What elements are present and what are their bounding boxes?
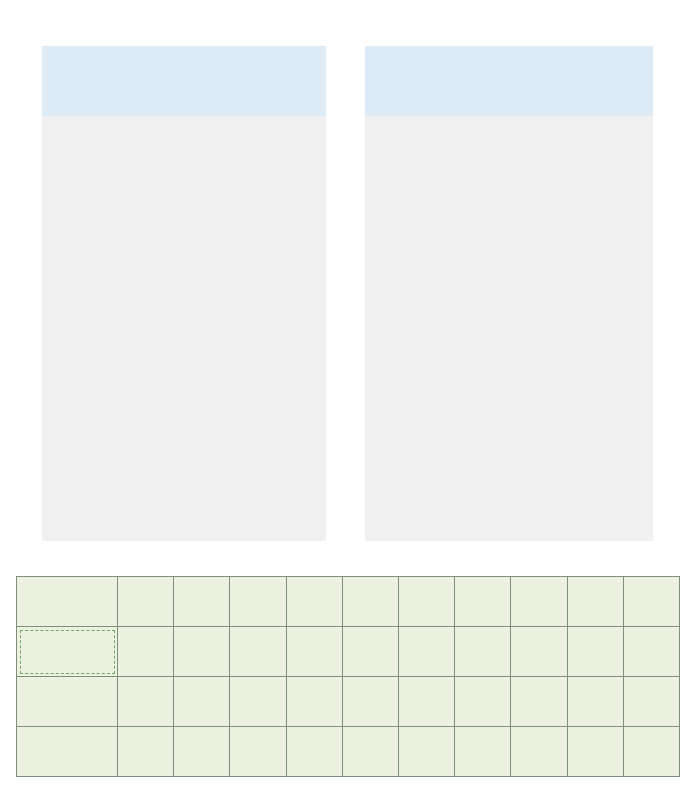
- size-cell: [286, 677, 342, 727]
- left-panel-header: [42, 46, 326, 116]
- value-cell: [455, 627, 511, 677]
- value-cell: [342, 727, 398, 777]
- value-cell: [118, 727, 174, 777]
- value-cell: [230, 627, 286, 677]
- size-cell: [118, 577, 174, 627]
- table-row: [17, 677, 680, 727]
- value-cell: [567, 727, 623, 777]
- size-cell: [455, 677, 511, 727]
- value-cell: [286, 627, 342, 677]
- value-cell: [511, 727, 567, 777]
- size-cell: [174, 577, 230, 627]
- value-cell: [455, 727, 511, 777]
- circle-label: [17, 727, 118, 777]
- value-cell: [623, 727, 679, 777]
- size-cell: [511, 677, 567, 727]
- table-row: [17, 627, 680, 677]
- size-cell: [567, 577, 623, 627]
- right-thread-panel: [365, 46, 653, 541]
- size-label: [17, 677, 118, 727]
- six-lobe-table: [16, 576, 680, 777]
- size-cell: [398, 677, 454, 727]
- value-cell: [342, 627, 398, 677]
- value-cell: [118, 627, 174, 677]
- table-row: [17, 577, 680, 627]
- value-cell: [398, 727, 454, 777]
- size-label: [17, 577, 118, 627]
- value-cell: [567, 627, 623, 677]
- size-cell: [511, 577, 567, 627]
- size-cell: [286, 577, 342, 627]
- size-cell: [230, 577, 286, 627]
- right-panel-header: [365, 46, 653, 116]
- value-cell: [174, 627, 230, 677]
- size-cell: [230, 677, 286, 727]
- size-cell: [118, 677, 174, 727]
- value-cell: [174, 727, 230, 777]
- circle-label: [17, 627, 118, 677]
- size-cell: [623, 577, 679, 627]
- value-cell: [623, 627, 679, 677]
- left-thread-panel: [42, 46, 326, 541]
- value-cell: [230, 727, 286, 777]
- size-cell: [342, 577, 398, 627]
- size-cell: [174, 677, 230, 727]
- value-cell: [511, 627, 567, 677]
- table-row: [17, 727, 680, 777]
- size-cell: [342, 677, 398, 727]
- value-cell: [286, 727, 342, 777]
- size-cell: [398, 577, 454, 627]
- size-cell: [455, 577, 511, 627]
- size-cell: [567, 677, 623, 727]
- size-cell: [623, 677, 679, 727]
- value-cell: [398, 627, 454, 677]
